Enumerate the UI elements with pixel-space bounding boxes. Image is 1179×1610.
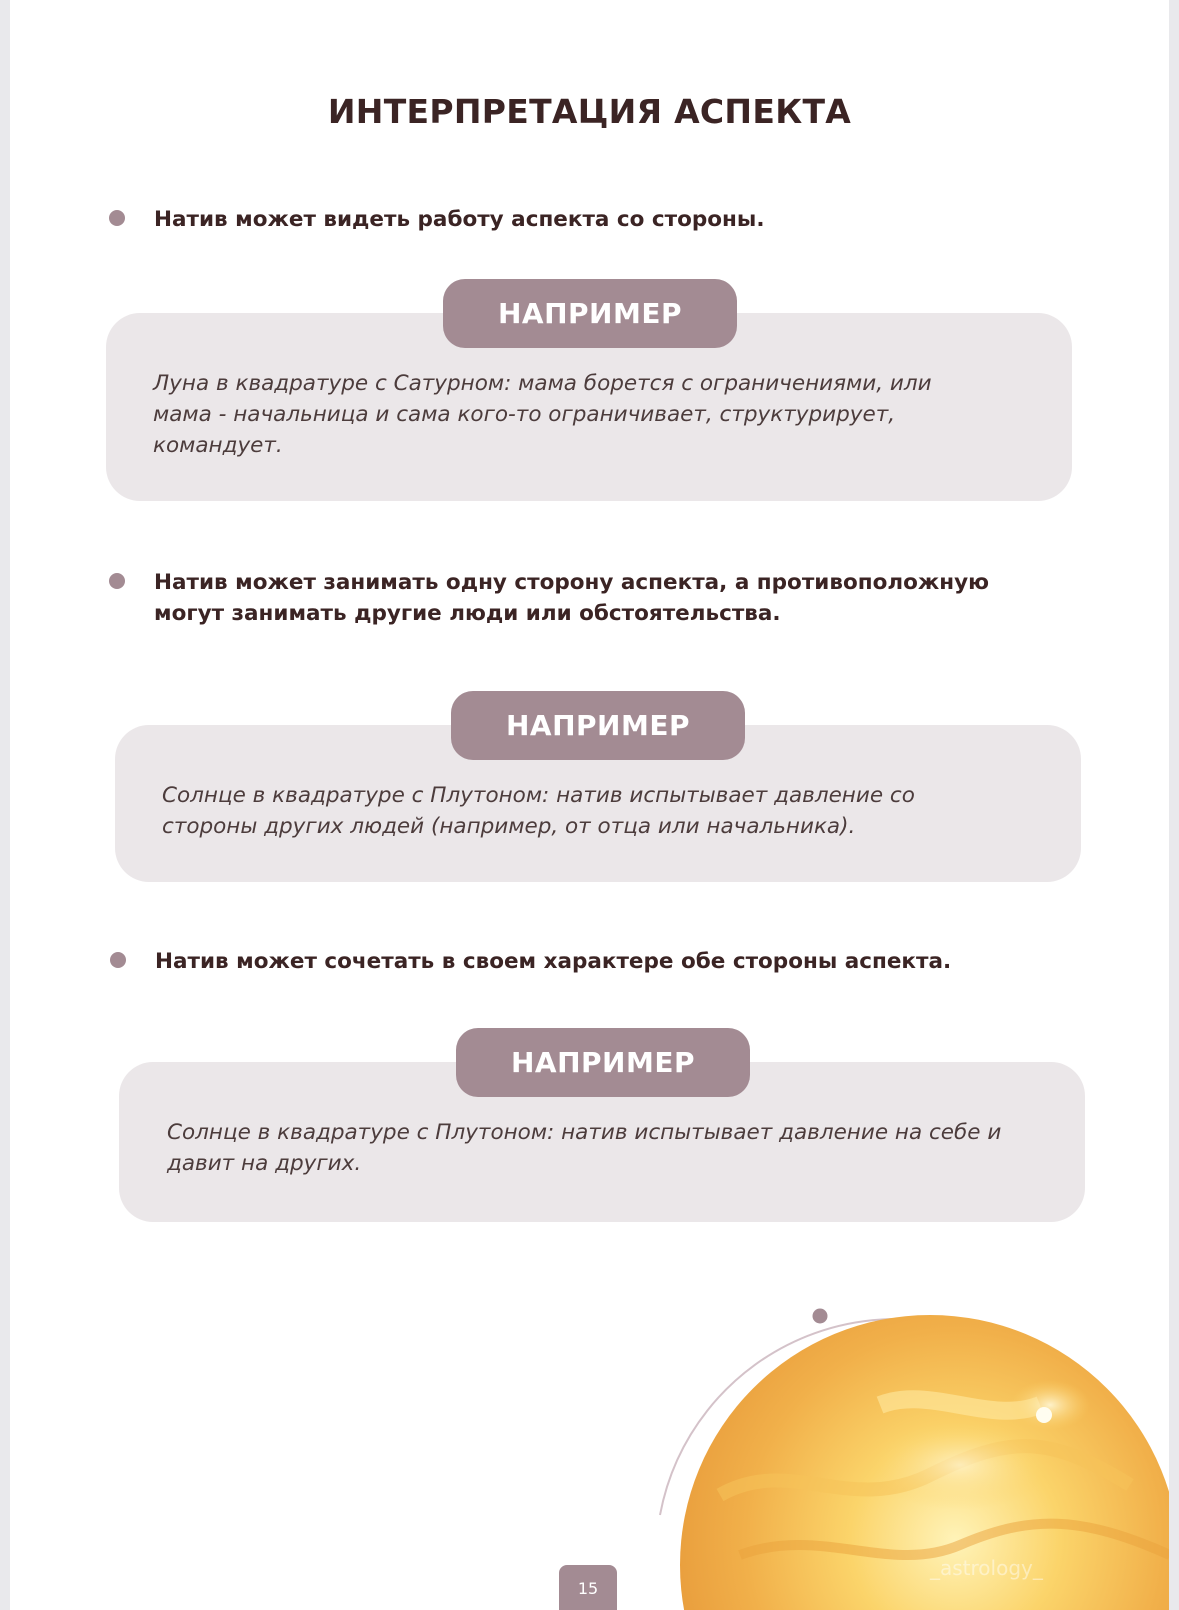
bullet-item-3 [110,946,1035,977]
bullet-item-2 [109,567,1014,629]
example-tag-3: НАПРИМЕР [456,1028,750,1097]
bullet-item-1 [109,204,1034,235]
page-title: ИНТЕРПРЕТАЦИЯ АСПЕКТА [327,92,852,131]
orbit-dot [813,1309,828,1324]
watermark: _astrology_ [930,1556,1043,1580]
example-tag-1: НАПРИМЕР [443,279,737,348]
bullet-dot [109,210,125,226]
example-text: Луна в квадратуре с Сатурном: мама борется с ограничениями, или мама - начальница и сама кого-то ограничивает, структурирует, командует. [153,371,932,458]
bullet-text: Натив может занимать одну сторону аспекта, а противоположную могут занимать другие люди или обстоятельства. [154,570,990,626]
example-tag-2: НАПРИМЕР [451,691,745,760]
bullet-dot [110,952,126,968]
example-text: Солнце в квадратуре с Плутоном: натив испытывает давление со стороны других людей (например, от отца или начальника). [162,783,915,839]
planet-illustration [630,1255,1169,1610]
document-page [10,0,1169,1610]
example-text: Солнце в квадратуре с Плутоном: натив испытывает давление на себе и давит на других. [167,1120,1002,1176]
bullet-dot [109,573,125,589]
bullet-text: Натив может видеть работу аспекта со стороны. [154,207,765,232]
page-number: 15 [559,1565,617,1610]
bullet-text: Натив может сочетать в своем характере обе стороны аспекта. [155,949,952,974]
